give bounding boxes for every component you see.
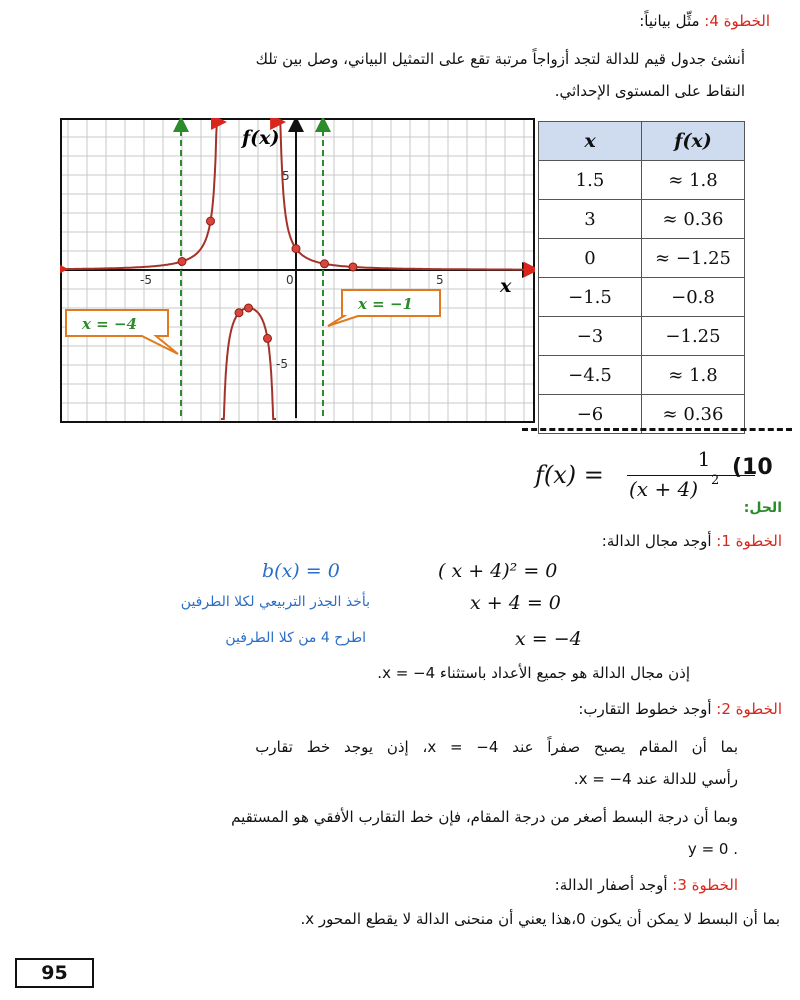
plotted-point bbox=[235, 309, 243, 317]
cell-fx: ≈ 1.8 bbox=[642, 356, 745, 395]
zeros-line: بما أن البسط لا يمكن أن يكون 0،هذا يعني أن منحنى الدالة لا يقطع المحور x. bbox=[300, 910, 780, 928]
function-graph bbox=[60, 118, 535, 423]
cell-x: −4.5 bbox=[539, 356, 642, 395]
plotted-point bbox=[321, 260, 329, 268]
plotted-point bbox=[292, 245, 300, 253]
cell-fx: ≈ 0.36 bbox=[642, 200, 745, 239]
table-header-row bbox=[539, 122, 745, 161]
header-x: x bbox=[539, 122, 642, 161]
cell-fx: ≈ −1.25 bbox=[642, 239, 745, 278]
step3-heading bbox=[555, 876, 738, 894]
step4-desc-line1: أنشئ جدول قيم للدالة لتجد أزواجاً مرتبة تقع على التمثيل البياني، وصل بين تلك bbox=[255, 50, 745, 68]
plotted-point bbox=[178, 257, 186, 265]
step2-text: أوجد خطوط التقارب: bbox=[578, 700, 717, 718]
cell-fx: ≈ 0.36 bbox=[642, 395, 745, 434]
table-row bbox=[539, 239, 745, 278]
callout-left-text: x = −4 bbox=[82, 315, 137, 333]
solution-label: الحل: bbox=[743, 500, 782, 516]
values-table bbox=[538, 121, 745, 434]
table-row bbox=[539, 317, 745, 356]
vertical-asym-line1: بما أن المقام يصبح صفراً عند x = −4، إذن يوجد خط تقارب bbox=[255, 738, 738, 756]
table-row bbox=[539, 356, 745, 395]
problem-number: (10 bbox=[732, 455, 773, 480]
y-axis-label: f(x) bbox=[242, 127, 280, 149]
step4-text: مثِّل بيانياً: bbox=[639, 12, 705, 30]
tick-x5: 5 bbox=[436, 273, 444, 287]
table-row bbox=[539, 200, 745, 239]
table-row bbox=[539, 161, 745, 200]
step2-heading bbox=[578, 700, 782, 718]
step3-text: أوجد أصفار الدالة: bbox=[554, 876, 673, 894]
cell-fx: −0.8 bbox=[642, 278, 745, 317]
horizontal-asym-line2: . y = 0 bbox=[687, 840, 738, 858]
cell-fx: ≈ 1.8 bbox=[642, 161, 745, 200]
tick-x0: 0 bbox=[286, 273, 294, 287]
work-eq-1: ( x + 4)² = 0 bbox=[438, 560, 558, 582]
domain-line: إذن مجال الدالة هو جميع الأعداد باستثناء x = −4. bbox=[377, 664, 690, 682]
equation-numerator: 1 bbox=[697, 447, 711, 471]
x-axis-label: x bbox=[500, 275, 512, 297]
plotted-point bbox=[207, 217, 215, 225]
plotted-point bbox=[264, 334, 272, 342]
cell-x: −6 bbox=[539, 395, 642, 434]
plotted-point bbox=[245, 304, 253, 312]
equation-denominator: (x + 4) bbox=[629, 477, 699, 501]
step1-heading bbox=[602, 532, 782, 550]
table-row bbox=[539, 278, 745, 317]
cell-x: 3 bbox=[539, 200, 642, 239]
work-eq-3: x = −4 bbox=[515, 628, 582, 650]
cell-x: 1.5 bbox=[539, 161, 642, 200]
step4-label: الخطوة 4: bbox=[704, 12, 770, 30]
cell-fx: −1.25 bbox=[642, 317, 745, 356]
page-number: 95 bbox=[15, 958, 94, 988]
tick-xneg5: -5 bbox=[140, 273, 152, 287]
step2-label: الخطوة 2: bbox=[716, 700, 782, 718]
horizontal-asym-line1: وبما أن درجة البسط أصغر من درجة المقام، فإن خط التقارب الأفقي هو المستقيم bbox=[231, 808, 738, 826]
vertical-asym-line2: رأسي للدالة عند x = −4. bbox=[573, 770, 738, 788]
cell-x: 0 bbox=[539, 239, 642, 278]
cell-x: −1.5 bbox=[539, 278, 642, 317]
section-divider bbox=[522, 428, 792, 431]
cell-x: −3 bbox=[539, 317, 642, 356]
equation-lhs: f(x) = bbox=[535, 461, 604, 489]
header-fx: f(x) bbox=[642, 122, 745, 161]
problem-equation bbox=[535, 447, 720, 503]
work-note-1: b(x) = 0 bbox=[262, 560, 340, 582]
work-eq-2: x + 4 = 0 bbox=[470, 592, 561, 614]
step4-heading bbox=[639, 12, 770, 30]
plotted-point bbox=[349, 263, 357, 271]
step1-label: الخطوة 1: bbox=[716, 532, 782, 550]
step1-text: أوجد مجال الدالة: bbox=[601, 532, 717, 550]
tick-yneg5: -5 bbox=[276, 357, 288, 371]
tick-y5: 5 bbox=[282, 169, 290, 183]
step4-desc-line2: النقاط على المستوى الإحداثي. bbox=[554, 82, 745, 100]
step3-label: الخطوة 3: bbox=[672, 876, 738, 894]
equation-exponent: 2 bbox=[711, 473, 720, 488]
work-note-3: اطرح 4 من كلا الطرفين bbox=[225, 630, 366, 646]
work-note-2: بأخذ الجذر التربيعي لكلا الطرفين bbox=[180, 594, 370, 610]
callout-right-text: x = −1 bbox=[358, 295, 413, 313]
